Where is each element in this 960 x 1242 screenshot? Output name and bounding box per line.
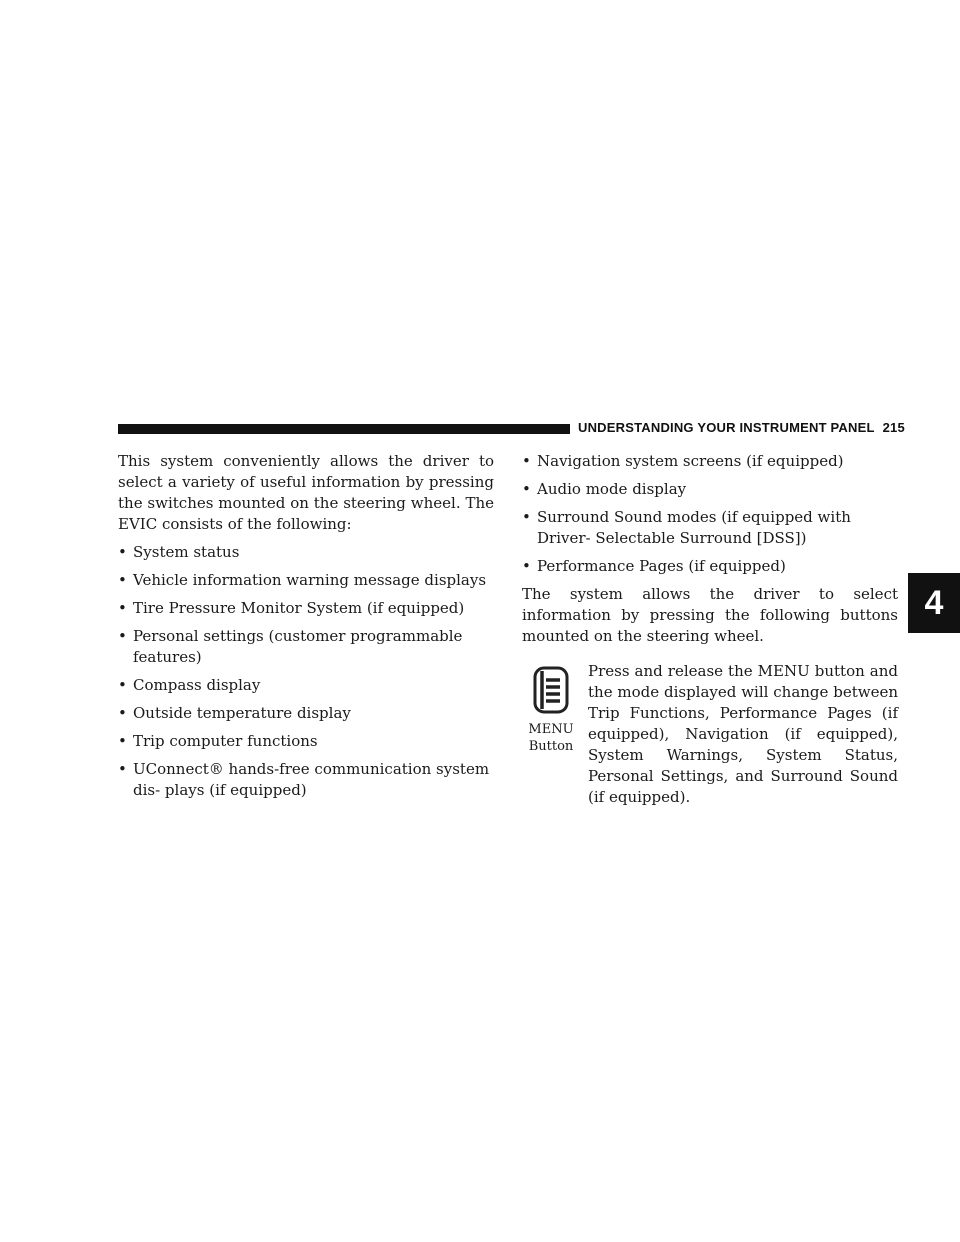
list-item: • Personal settings (customer programmable features)	[118, 627, 463, 666]
list-item: • Audio mode display	[522, 480, 687, 498]
bullet-icon: •	[522, 480, 531, 498]
menu-button-caption: MENU Button	[528, 722, 574, 754]
section-title: UNDERSTANDING YOUR INSTRUMENT PANEL	[578, 420, 875, 435]
bullet-icon: •	[118, 760, 127, 778]
bullet-icon: •	[522, 557, 531, 575]
list-item: • Navigation system screens (if equipped)	[522, 452, 844, 470]
list-item: • System status	[118, 543, 240, 561]
evic-feature-list-continued	[522, 451, 898, 577]
list-item: • Tire Pressure Monitor System (if equipped)	[118, 599, 465, 617]
bullet-icon: •	[118, 599, 127, 617]
list-item: • Performance Pages (if equipped)	[522, 557, 786, 575]
bullet-icon: •	[522, 452, 531, 470]
menu-list-icon	[530, 665, 572, 715]
list-item: • Outside temperature display	[118, 704, 351, 722]
bullet-icon: •	[118, 543, 127, 561]
menu-button-description: Press and release the MENU button and the mode displayed will change between Trip Functions, Performance Pages (if equipped), Navigation (if equipped), System Warnings, System Status, Personal Settings, and Surround Sound (if equipped).	[588, 662, 898, 806]
buttons-paragraph: The system allows the driver to select information by pressing the following buttons mounted on the steering wheel.	[522, 585, 898, 645]
bullet-icon: •	[522, 508, 531, 526]
right-column	[522, 451, 898, 806]
left-column	[118, 451, 494, 808]
list-item: • Trip computer functions	[118, 732, 318, 750]
bullet-icon: •	[118, 571, 127, 589]
list-item: • Vehicle information warning message displays	[118, 571, 487, 589]
bullet-icon: •	[118, 676, 127, 694]
section-header	[578, 420, 905, 435]
bullet-icon: •	[118, 704, 127, 722]
evic-feature-list	[118, 542, 494, 801]
bullet-icon: •	[118, 627, 127, 645]
header-rule	[118, 424, 570, 434]
list-item: • Surround Sound modes (if equipped with Driver- Selectable Surround [DSS])	[522, 508, 851, 547]
menu-button-section	[522, 661, 898, 806]
intro-paragraph: This system conveniently allows the driver to select a variety of useful information by pressing the switches mounted on the steering wheel. The EVIC consists of the following:	[118, 452, 494, 533]
bullet-icon: •	[118, 732, 127, 750]
list-item: • Compass display	[118, 676, 261, 694]
chapter-tab: 4	[908, 573, 960, 633]
list-item: • UConnect® hands-free communication system dis- plays (if equipped)	[118, 760, 490, 799]
menu-button-figure	[522, 665, 580, 755]
page-number: 215	[882, 420, 905, 435]
